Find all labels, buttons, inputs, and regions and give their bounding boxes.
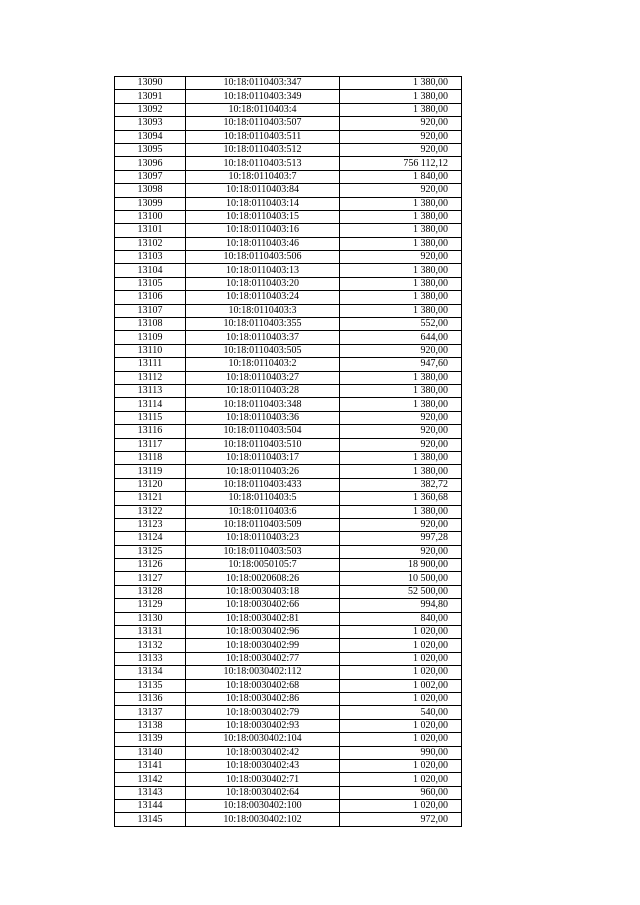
value-cell: 1 020,00	[340, 759, 462, 772]
value-cell: 1 380,00	[340, 371, 462, 384]
cadastral-number-cell: 10:18:0030402:100	[186, 800, 340, 813]
value-cell: 1 380,00	[340, 277, 462, 290]
row-number-cell: 13104	[115, 264, 186, 277]
table-row	[115, 304, 462, 317]
row-number-cell: 13130	[115, 612, 186, 625]
value-cell: 382,72	[340, 478, 462, 491]
cadastral-number-cell: 10:18:0110403:36	[186, 411, 340, 424]
table-row	[115, 679, 462, 692]
row-number-cell: 13109	[115, 331, 186, 344]
cadastral-number-cell: 10:18:0110403:46	[186, 237, 340, 250]
row-number-cell: 13123	[115, 518, 186, 531]
value-cell: 540,00	[340, 706, 462, 719]
value-cell: 1 020,00	[340, 626, 462, 639]
row-number-cell: 13093	[115, 117, 186, 130]
row-number-cell: 13132	[115, 639, 186, 652]
table-row	[115, 572, 462, 585]
table-row	[115, 184, 462, 197]
value-cell: 920,00	[340, 143, 462, 156]
value-cell: 1 380,00	[340, 197, 462, 210]
table-row	[115, 411, 462, 424]
table-row	[115, 465, 462, 478]
row-number-cell: 13124	[115, 532, 186, 545]
row-number-cell: 13122	[115, 505, 186, 518]
value-cell: 920,00	[340, 518, 462, 531]
value-cell: 997,28	[340, 532, 462, 545]
value-cell: 920,00	[340, 130, 462, 143]
row-number-cell: 13102	[115, 237, 186, 250]
table-row	[115, 264, 462, 277]
table-row	[115, 224, 462, 237]
row-number-cell: 13092	[115, 103, 186, 116]
row-number-cell: 13116	[115, 425, 186, 438]
value-cell: 994,80	[340, 599, 462, 612]
value-cell: 644,00	[340, 331, 462, 344]
value-cell: 1 380,00	[340, 237, 462, 250]
table-row	[115, 384, 462, 397]
cadastral-number-cell: 10:18:0030402:104	[186, 733, 340, 746]
cadastral-number-cell: 10:18:0110403:512	[186, 143, 340, 156]
row-number-cell: 13119	[115, 465, 186, 478]
cadastral-number-cell: 10:18:0110403:2	[186, 358, 340, 371]
row-number-cell: 13118	[115, 451, 186, 464]
cadastral-number-cell: 10:18:0110403:17	[186, 451, 340, 464]
row-number-cell: 13095	[115, 143, 186, 156]
row-number-cell: 13113	[115, 384, 186, 397]
cadastral-number-cell: 10:18:0030402:96	[186, 626, 340, 639]
table-row	[115, 478, 462, 491]
row-number-cell: 13145	[115, 813, 186, 826]
cadastral-number-cell: 10:18:0110403:504	[186, 425, 340, 438]
cadastral-number-cell: 10:18:0110403:27	[186, 371, 340, 384]
cadastral-number-cell: 10:18:0030402:42	[186, 746, 340, 759]
cadastral-number-cell: 10:18:0110403:28	[186, 384, 340, 397]
row-number-cell: 13137	[115, 706, 186, 719]
value-cell: 1 840,00	[340, 170, 462, 183]
row-number-cell: 13115	[115, 411, 186, 424]
cadastral-number-cell: 10:18:0110403:3	[186, 304, 340, 317]
cadastral-number-cell: 10:18:0030402:81	[186, 612, 340, 625]
table-row	[115, 210, 462, 223]
value-cell: 10 500,00	[340, 572, 462, 585]
row-number-cell: 13128	[115, 585, 186, 598]
table-row	[115, 451, 462, 464]
row-number-cell: 13140	[115, 746, 186, 759]
table-row	[115, 438, 462, 451]
row-number-cell: 13101	[115, 224, 186, 237]
cadastral-number-cell: 10:18:0030402:71	[186, 773, 340, 786]
table-row	[115, 251, 462, 264]
row-number-cell: 13133	[115, 652, 186, 665]
table-body	[115, 77, 462, 827]
cadastral-number-cell: 10:18:0110403:503	[186, 545, 340, 558]
table-row	[115, 545, 462, 558]
row-number-cell: 13121	[115, 492, 186, 505]
row-number-cell: 13106	[115, 291, 186, 304]
table-row	[115, 532, 462, 545]
cadastral-number-cell: 10:18:0110403:23	[186, 532, 340, 545]
cadastral-number-cell: 10:18:0110403:6	[186, 505, 340, 518]
value-cell: 1 380,00	[340, 291, 462, 304]
value-cell: 1 002,00	[340, 679, 462, 692]
row-number-cell: 13138	[115, 719, 186, 732]
cadastral-number-cell: 10:18:0110403:4	[186, 103, 340, 116]
table-row	[115, 719, 462, 732]
cadastral-number-cell: 10:18:0110403:347	[186, 77, 340, 90]
cadastral-number-cell: 10:18:0030402:93	[186, 719, 340, 732]
table-row	[115, 746, 462, 759]
table-row	[115, 692, 462, 705]
cadastral-number-cell: 10:18:0110403:506	[186, 251, 340, 264]
value-cell: 947,60	[340, 358, 462, 371]
value-cell: 920,00	[340, 425, 462, 438]
value-cell: 1 380,00	[340, 224, 462, 237]
table-row	[115, 759, 462, 772]
cadastral-number-cell: 10:18:0030402:43	[186, 759, 340, 772]
row-number-cell: 13139	[115, 733, 186, 746]
value-cell: 1 020,00	[340, 692, 462, 705]
table-row	[115, 492, 462, 505]
value-cell: 756 112,12	[340, 157, 462, 170]
row-number-cell: 13111	[115, 358, 186, 371]
row-number-cell: 13120	[115, 478, 186, 491]
cadastral-number-cell: 10:18:0110403:509	[186, 518, 340, 531]
cadastral-number-cell: 10:18:0030402:86	[186, 692, 340, 705]
value-cell: 920,00	[340, 545, 462, 558]
table-row	[115, 291, 462, 304]
row-number-cell: 13098	[115, 184, 186, 197]
row-number-cell: 13114	[115, 398, 186, 411]
cadastral-number-cell: 10:18:0030402:99	[186, 639, 340, 652]
cadastral-number-cell: 10:18:0050105:7	[186, 559, 340, 572]
table-row	[115, 197, 462, 210]
row-number-cell: 13094	[115, 130, 186, 143]
cadastral-number-cell: 10:18:0110403:513	[186, 157, 340, 170]
value-cell: 18 900,00	[340, 559, 462, 572]
cadastral-number-cell: 10:18:0110403:349	[186, 90, 340, 103]
row-number-cell: 13110	[115, 344, 186, 357]
cadastral-number-cell: 10:18:0110403:510	[186, 438, 340, 451]
value-cell: 1 380,00	[340, 304, 462, 317]
cadastral-number-cell: 10:18:0110403:7	[186, 170, 340, 183]
row-number-cell: 13135	[115, 679, 186, 692]
value-cell: 1 020,00	[340, 773, 462, 786]
table-row	[115, 733, 462, 746]
cadastral-number-cell: 10:18:0110403:20	[186, 277, 340, 290]
table-row	[115, 786, 462, 799]
value-cell: 1 380,00	[340, 451, 462, 464]
value-cell: 552,00	[340, 318, 462, 331]
table-row	[115, 518, 462, 531]
row-number-cell: 13100	[115, 210, 186, 223]
cadastral-number-cell: 10:18:0030402:68	[186, 679, 340, 692]
table-row	[115, 800, 462, 813]
value-cell: 52 500,00	[340, 585, 462, 598]
cadastral-number-cell: 10:18:0030402:77	[186, 652, 340, 665]
table-row	[115, 626, 462, 639]
value-cell: 960,00	[340, 786, 462, 799]
value-cell: 972,00	[340, 813, 462, 826]
cadastral-number-cell: 10:18:0110403:24	[186, 291, 340, 304]
row-number-cell: 13136	[115, 692, 186, 705]
table-row	[115, 813, 462, 826]
row-number-cell: 13117	[115, 438, 186, 451]
row-number-cell: 13107	[115, 304, 186, 317]
table-row	[115, 371, 462, 384]
value-cell: 1 380,00	[340, 505, 462, 518]
cadastral-number-cell: 10:18:0020608:26	[186, 572, 340, 585]
cadastral-number-cell: 10:18:0110403:511	[186, 130, 340, 143]
table-row	[115, 585, 462, 598]
table-row	[115, 425, 462, 438]
row-number-cell: 13125	[115, 545, 186, 558]
table-row	[115, 117, 462, 130]
table-row	[115, 612, 462, 625]
table-row	[115, 706, 462, 719]
cadastral-number-cell: 10:18:0110403:433	[186, 478, 340, 491]
table-row	[115, 505, 462, 518]
row-number-cell: 13141	[115, 759, 186, 772]
table-row	[115, 358, 462, 371]
value-cell: 920,00	[340, 411, 462, 424]
cadastral-number-cell: 10:18:0110403:84	[186, 184, 340, 197]
value-cell: 1 380,00	[340, 398, 462, 411]
table-row	[115, 318, 462, 331]
value-cell: 1 360,68	[340, 492, 462, 505]
cadastral-number-cell: 10:18:0030402:79	[186, 706, 340, 719]
table-row	[115, 652, 462, 665]
value-cell: 1 020,00	[340, 666, 462, 679]
table-row	[115, 331, 462, 344]
cadastral-number-cell: 10:18:0110403:37	[186, 331, 340, 344]
value-cell: 1 380,00	[340, 77, 462, 90]
cadastral-number-cell: 10:18:0110403:5	[186, 492, 340, 505]
value-cell: 920,00	[340, 251, 462, 264]
value-cell: 1 380,00	[340, 90, 462, 103]
row-number-cell: 13143	[115, 786, 186, 799]
cadastral-number-cell: 10:18:0030402:102	[186, 813, 340, 826]
row-number-cell: 13108	[115, 318, 186, 331]
cadastral-number-cell: 10:18:0030402:66	[186, 599, 340, 612]
cadastral-number-cell: 10:18:0110403:13	[186, 264, 340, 277]
value-cell: 920,00	[340, 117, 462, 130]
table-row	[115, 143, 462, 156]
value-cell: 920,00	[340, 438, 462, 451]
value-cell: 1 380,00	[340, 103, 462, 116]
cadastral-number-cell: 10:18:0030403:18	[186, 585, 340, 598]
value-cell: 1 020,00	[340, 652, 462, 665]
row-number-cell: 13099	[115, 197, 186, 210]
value-cell: 840,00	[340, 612, 462, 625]
table-row	[115, 398, 462, 411]
table-row	[115, 170, 462, 183]
cadastral-number-cell: 10:18:0110403:355	[186, 318, 340, 331]
row-number-cell: 13142	[115, 773, 186, 786]
value-cell: 1 380,00	[340, 264, 462, 277]
row-number-cell: 13091	[115, 90, 186, 103]
value-cell: 1 020,00	[340, 639, 462, 652]
row-number-cell: 13134	[115, 666, 186, 679]
value-cell: 990,00	[340, 746, 462, 759]
table-row	[115, 666, 462, 679]
table-row	[115, 77, 462, 90]
value-cell: 1 380,00	[340, 384, 462, 397]
table-row	[115, 157, 462, 170]
row-number-cell: 13127	[115, 572, 186, 585]
value-cell: 1 380,00	[340, 210, 462, 223]
row-number-cell: 13131	[115, 626, 186, 639]
row-number-cell: 13096	[115, 157, 186, 170]
table-row	[115, 103, 462, 116]
row-number-cell: 13103	[115, 251, 186, 264]
cadastral-number-cell: 10:18:0110403:348	[186, 398, 340, 411]
cadastral-number-cell: 10:18:0030402:112	[186, 666, 340, 679]
value-cell: 1 380,00	[340, 465, 462, 478]
row-number-cell: 13129	[115, 599, 186, 612]
cadastral-number-cell: 10:18:0110403:507	[186, 117, 340, 130]
table-row	[115, 773, 462, 786]
table-row	[115, 90, 462, 103]
value-cell: 920,00	[340, 184, 462, 197]
row-number-cell: 13105	[115, 277, 186, 290]
value-cell: 1 020,00	[340, 733, 462, 746]
table-row	[115, 599, 462, 612]
table-row	[115, 237, 462, 250]
table-row	[115, 277, 462, 290]
cadastral-value-table	[114, 76, 462, 827]
value-cell: 920,00	[340, 344, 462, 357]
table-row	[115, 559, 462, 572]
row-number-cell: 13126	[115, 559, 186, 572]
row-number-cell: 13112	[115, 371, 186, 384]
value-cell: 1 020,00	[340, 719, 462, 732]
cadastral-number-cell: 10:18:0110403:16	[186, 224, 340, 237]
table-row	[115, 639, 462, 652]
table-row	[115, 344, 462, 357]
value-cell: 1 020,00	[340, 800, 462, 813]
cadastral-number-cell: 10:18:0110403:15	[186, 210, 340, 223]
cadastral-number-cell: 10:18:0110403:505	[186, 344, 340, 357]
cadastral-number-cell: 10:18:0030402:64	[186, 786, 340, 799]
table-row	[115, 130, 462, 143]
cadastral-number-cell: 10:18:0110403:14	[186, 197, 340, 210]
row-number-cell: 13144	[115, 800, 186, 813]
row-number-cell: 13097	[115, 170, 186, 183]
row-number-cell: 13090	[115, 77, 186, 90]
cadastral-number-cell: 10:18:0110403:26	[186, 465, 340, 478]
